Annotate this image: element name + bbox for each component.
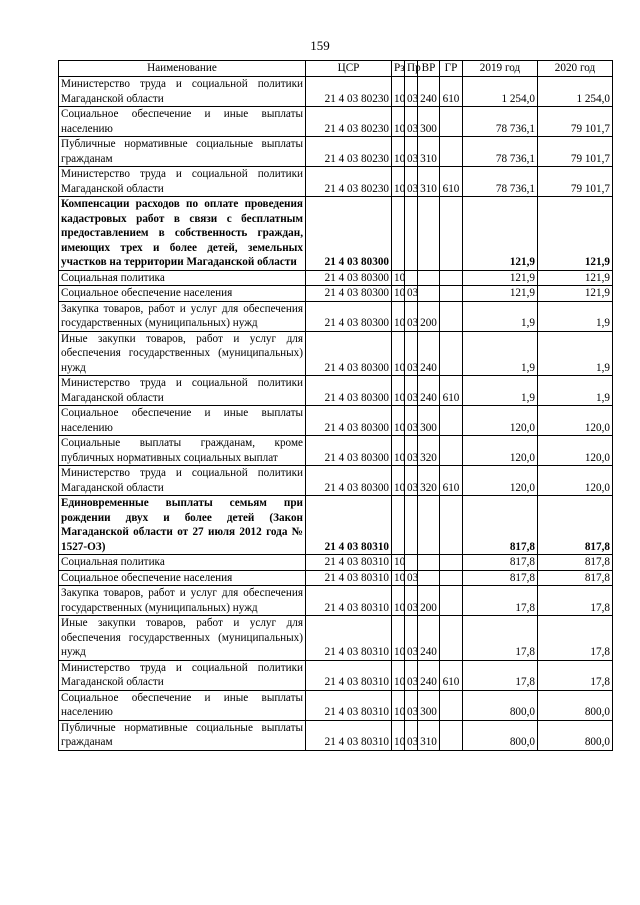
cell-y2019: 1,9 [463, 301, 538, 331]
cell-y2020: 79 101,7 [538, 137, 613, 167]
table-row [59, 270, 613, 286]
cell-pr: 03 [405, 570, 418, 586]
cell-name: Компенсации расходов по оплате проведения кадастровых работ в связи с бесплатным предоставлением в собственность граждан, имеющих трех и более детей, земельных участков на территории Магаданской области [59, 197, 306, 271]
header-2020: 2020 год [538, 61, 613, 77]
cell-y2020: 120,0 [538, 466, 613, 496]
cell-y2019: 800,0 [463, 690, 538, 720]
table-row [59, 77, 613, 107]
table-row [59, 586, 613, 616]
table-row [59, 107, 613, 137]
cell-csr: 21 4 03 80300 [306, 301, 392, 331]
table-row [59, 167, 613, 197]
cell-y2019: 817,8 [463, 570, 538, 586]
cell-pr: 03 [405, 301, 418, 331]
cell-vr: 310 [418, 167, 440, 197]
cell-y2020: 817,8 [538, 496, 613, 555]
cell-csr: 21 4 03 80310 [306, 690, 392, 720]
cell-y2020: 17,8 [538, 586, 613, 616]
header-2019: 2019 год [463, 61, 538, 77]
cell-rz [392, 496, 405, 555]
cell-vr: 320 [418, 436, 440, 466]
cell-pr: 03 [405, 107, 418, 137]
cell-csr: 21 4 03 80310 [306, 720, 392, 750]
cell-name: Министерство труда и социальной политики Магаданской области [59, 660, 306, 690]
cell-gr: 610 [440, 466, 463, 496]
table-row [59, 406, 613, 436]
cell-rz: 10 [392, 616, 405, 661]
cell-pr [405, 270, 418, 286]
cell-name: Социальное обеспечение и иные выплаты населению [59, 107, 306, 137]
cell-csr: 21 4 03 80300 [306, 286, 392, 302]
cell-y2019: 120,0 [463, 466, 538, 496]
cell-y2020: 121,9 [538, 270, 613, 286]
cell-csr: 21 4 03 80300 [306, 436, 392, 466]
cell-y2020: 817,8 [538, 555, 613, 571]
cell-gr [440, 107, 463, 137]
cell-vr [418, 570, 440, 586]
table-row [59, 616, 613, 661]
cell-csr: 21 4 03 80310 [306, 555, 392, 571]
cell-y2019: 78 736,1 [463, 137, 538, 167]
header-pr: Пр [405, 61, 418, 77]
cell-y2020: 17,8 [538, 616, 613, 661]
cell-y2019: 121,9 [463, 286, 538, 302]
cell-y2019: 1,9 [463, 331, 538, 376]
header-gr: ГР [440, 61, 463, 77]
cell-rz: 10 [392, 376, 405, 406]
cell-vr [418, 197, 440, 271]
cell-gr [440, 496, 463, 555]
cell-pr [405, 555, 418, 571]
cell-name: Министерство труда и социальной политики Магаданской области [59, 77, 306, 107]
cell-vr: 240 [418, 616, 440, 661]
cell-csr: 21 4 03 80310 [306, 496, 392, 555]
cell-rz: 10 [392, 436, 405, 466]
table-row [59, 660, 613, 690]
cell-pr [405, 496, 418, 555]
cell-y2019: 17,8 [463, 660, 538, 690]
cell-y2019: 121,9 [463, 197, 538, 271]
cell-pr: 03 [405, 77, 418, 107]
cell-csr: 21 4 03 80230 [306, 107, 392, 137]
cell-gr [440, 690, 463, 720]
cell-rz: 10 [392, 107, 405, 137]
cell-name: Министерство труда и социальной политики Магаданской области [59, 376, 306, 406]
cell-gr [440, 270, 463, 286]
cell-y2020: 1,9 [538, 376, 613, 406]
table-row [59, 466, 613, 496]
cell-y2020: 1,9 [538, 301, 613, 331]
cell-y2020: 1,9 [538, 331, 613, 376]
cell-vr [418, 286, 440, 302]
cell-pr: 03 [405, 436, 418, 466]
cell-csr: 21 4 03 80300 [306, 466, 392, 496]
cell-pr [405, 197, 418, 271]
cell-y2020: 800,0 [538, 720, 613, 750]
cell-vr [418, 555, 440, 571]
cell-gr [440, 570, 463, 586]
cell-pr: 03 [405, 616, 418, 661]
cell-name: Социальное обеспечение и иные выплаты населению [59, 690, 306, 720]
cell-rz: 10 [392, 660, 405, 690]
table-row [59, 436, 613, 466]
cell-rz: 10 [392, 270, 405, 286]
cell-vr: 240 [418, 77, 440, 107]
cell-y2019: 17,8 [463, 586, 538, 616]
header-row [59, 61, 613, 77]
table-row [59, 720, 613, 750]
cell-y2019: 120,0 [463, 406, 538, 436]
cell-name: Иные закупки товаров, работ и услуг для обеспечения государственных (муниципальных) нужд [59, 331, 306, 376]
table-row [59, 331, 613, 376]
cell-gr: 610 [440, 376, 463, 406]
cell-rz: 10 [392, 570, 405, 586]
cell-y2019: 817,8 [463, 496, 538, 555]
cell-y2020: 121,9 [538, 286, 613, 302]
cell-csr: 21 4 03 80300 [306, 270, 392, 286]
table-row [59, 570, 613, 586]
cell-csr: 21 4 03 80230 [306, 77, 392, 107]
cell-gr [440, 616, 463, 661]
cell-y2020: 79 101,7 [538, 167, 613, 197]
cell-pr: 03 [405, 720, 418, 750]
cell-name: Закупка товаров, работ и услуг для обеспечения государственных (муниципальных) нужд [59, 586, 306, 616]
cell-vr: 240 [418, 660, 440, 690]
cell-y2020: 817,8 [538, 570, 613, 586]
cell-y2020: 120,0 [538, 436, 613, 466]
cell-csr: 21 4 03 80300 [306, 197, 392, 271]
cell-name: Социальная политика [59, 270, 306, 286]
cell-vr [418, 270, 440, 286]
cell-gr [440, 436, 463, 466]
cell-pr: 03 [405, 286, 418, 302]
table-row [59, 690, 613, 720]
cell-rz: 10 [392, 690, 405, 720]
cell-y2019: 800,0 [463, 720, 538, 750]
cell-rz: 10 [392, 466, 405, 496]
cell-rz: 10 [392, 286, 405, 302]
header-vr: ВР [418, 61, 440, 77]
cell-name: Социальное обеспечение населения [59, 570, 306, 586]
cell-vr [418, 496, 440, 555]
cell-csr: 21 4 03 80310 [306, 586, 392, 616]
header-csr: ЦСР [306, 61, 392, 77]
header-rz: Рз [392, 61, 405, 77]
cell-vr: 200 [418, 586, 440, 616]
cell-csr: 21 4 03 80230 [306, 167, 392, 197]
cell-gr [440, 586, 463, 616]
cell-rz: 10 [392, 301, 405, 331]
cell-rz: 10 [392, 586, 405, 616]
cell-rz [392, 197, 405, 271]
table-row [59, 197, 613, 271]
cell-gr [440, 555, 463, 571]
cell-csr: 21 4 03 80310 [306, 570, 392, 586]
cell-name: Социальные выплаты гражданам, кроме публичных нормативных социальных выплат [59, 436, 306, 466]
cell-pr: 03 [405, 376, 418, 406]
table-row [59, 286, 613, 302]
cell-y2019: 121,9 [463, 270, 538, 286]
table-row [59, 137, 613, 167]
cell-name: Социальная политика [59, 555, 306, 571]
cell-gr [440, 331, 463, 376]
cell-name: Социальное обеспечение населения [59, 286, 306, 302]
cell-gr [440, 137, 463, 167]
cell-vr: 310 [418, 720, 440, 750]
cell-csr: 21 4 03 80300 [306, 406, 392, 436]
cell-y2020: 17,8 [538, 660, 613, 690]
cell-vr: 240 [418, 376, 440, 406]
cell-rz: 10 [392, 77, 405, 107]
cell-gr [440, 406, 463, 436]
cell-pr: 03 [405, 137, 418, 167]
cell-gr [440, 301, 463, 331]
cell-csr: 21 4 03 80230 [306, 137, 392, 167]
cell-pr: 03 [405, 167, 418, 197]
cell-rz: 10 [392, 167, 405, 197]
cell-pr: 03 [405, 586, 418, 616]
cell-name: Министерство труда и социальной политики Магаданской области [59, 167, 306, 197]
cell-vr: 240 [418, 331, 440, 376]
cell-name: Публичные нормативные социальные выплаты гражданам [59, 137, 306, 167]
cell-vr: 310 [418, 137, 440, 167]
cell-y2019: 17,8 [463, 616, 538, 661]
cell-gr: 610 [440, 77, 463, 107]
page-number: 159 [310, 38, 330, 53]
table-row [59, 496, 613, 555]
cell-gr: 610 [440, 167, 463, 197]
cell-y2020: 1 254,0 [538, 77, 613, 107]
cell-rz: 10 [392, 555, 405, 571]
cell-pr: 03 [405, 660, 418, 690]
cell-y2020: 800,0 [538, 690, 613, 720]
cell-rz: 10 [392, 406, 405, 436]
cell-vr: 200 [418, 301, 440, 331]
cell-name: Министерство труда и социальной политики Магаданской области [59, 466, 306, 496]
cell-y2019: 1,9 [463, 376, 538, 406]
table-row [59, 555, 613, 571]
cell-rz: 10 [392, 720, 405, 750]
cell-rz: 10 [392, 137, 405, 167]
cell-y2020: 120,0 [538, 406, 613, 436]
cell-csr: 21 4 03 80300 [306, 376, 392, 406]
budget-table [58, 60, 613, 751]
cell-name: Публичные нормативные социальные выплаты гражданам [59, 720, 306, 750]
cell-y2020: 121,9 [538, 197, 613, 271]
cell-vr: 300 [418, 406, 440, 436]
table-row [59, 376, 613, 406]
cell-pr: 03 [405, 406, 418, 436]
cell-name: Закупка товаров, работ и услуг для обеспечения государственных (муниципальных) нужд [59, 301, 306, 331]
cell-y2019: 1 254,0 [463, 77, 538, 107]
cell-y2019: 78 736,1 [463, 107, 538, 137]
cell-name: Иные закупки товаров, работ и услуг для обеспечения государственных (муниципальных) нужд [59, 616, 306, 661]
cell-y2019: 817,8 [463, 555, 538, 571]
cell-gr [440, 720, 463, 750]
table-row [59, 301, 613, 331]
cell-csr: 21 4 03 80310 [306, 660, 392, 690]
cell-y2019: 78 736,1 [463, 167, 538, 197]
cell-pr: 03 [405, 690, 418, 720]
cell-csr: 21 4 03 80300 [306, 331, 392, 376]
cell-vr: 320 [418, 466, 440, 496]
cell-gr [440, 286, 463, 302]
header-name: Наименование [59, 61, 306, 77]
cell-rz: 10 [392, 331, 405, 376]
cell-pr: 03 [405, 466, 418, 496]
cell-y2020: 79 101,7 [538, 107, 613, 137]
cell-vr: 300 [418, 690, 440, 720]
cell-gr [440, 197, 463, 271]
cell-name: Единовременные выплаты семьям при рождении двух и более детей (Закон Магаданской области от 27 июля 2012 года № 1527-ОЗ) [59, 496, 306, 555]
cell-gr: 610 [440, 660, 463, 690]
cell-name: Социальное обеспечение и иные выплаты населению [59, 406, 306, 436]
cell-csr: 21 4 03 80310 [306, 616, 392, 661]
cell-y2019: 120,0 [463, 436, 538, 466]
cell-vr: 300 [418, 107, 440, 137]
cell-pr: 03 [405, 331, 418, 376]
